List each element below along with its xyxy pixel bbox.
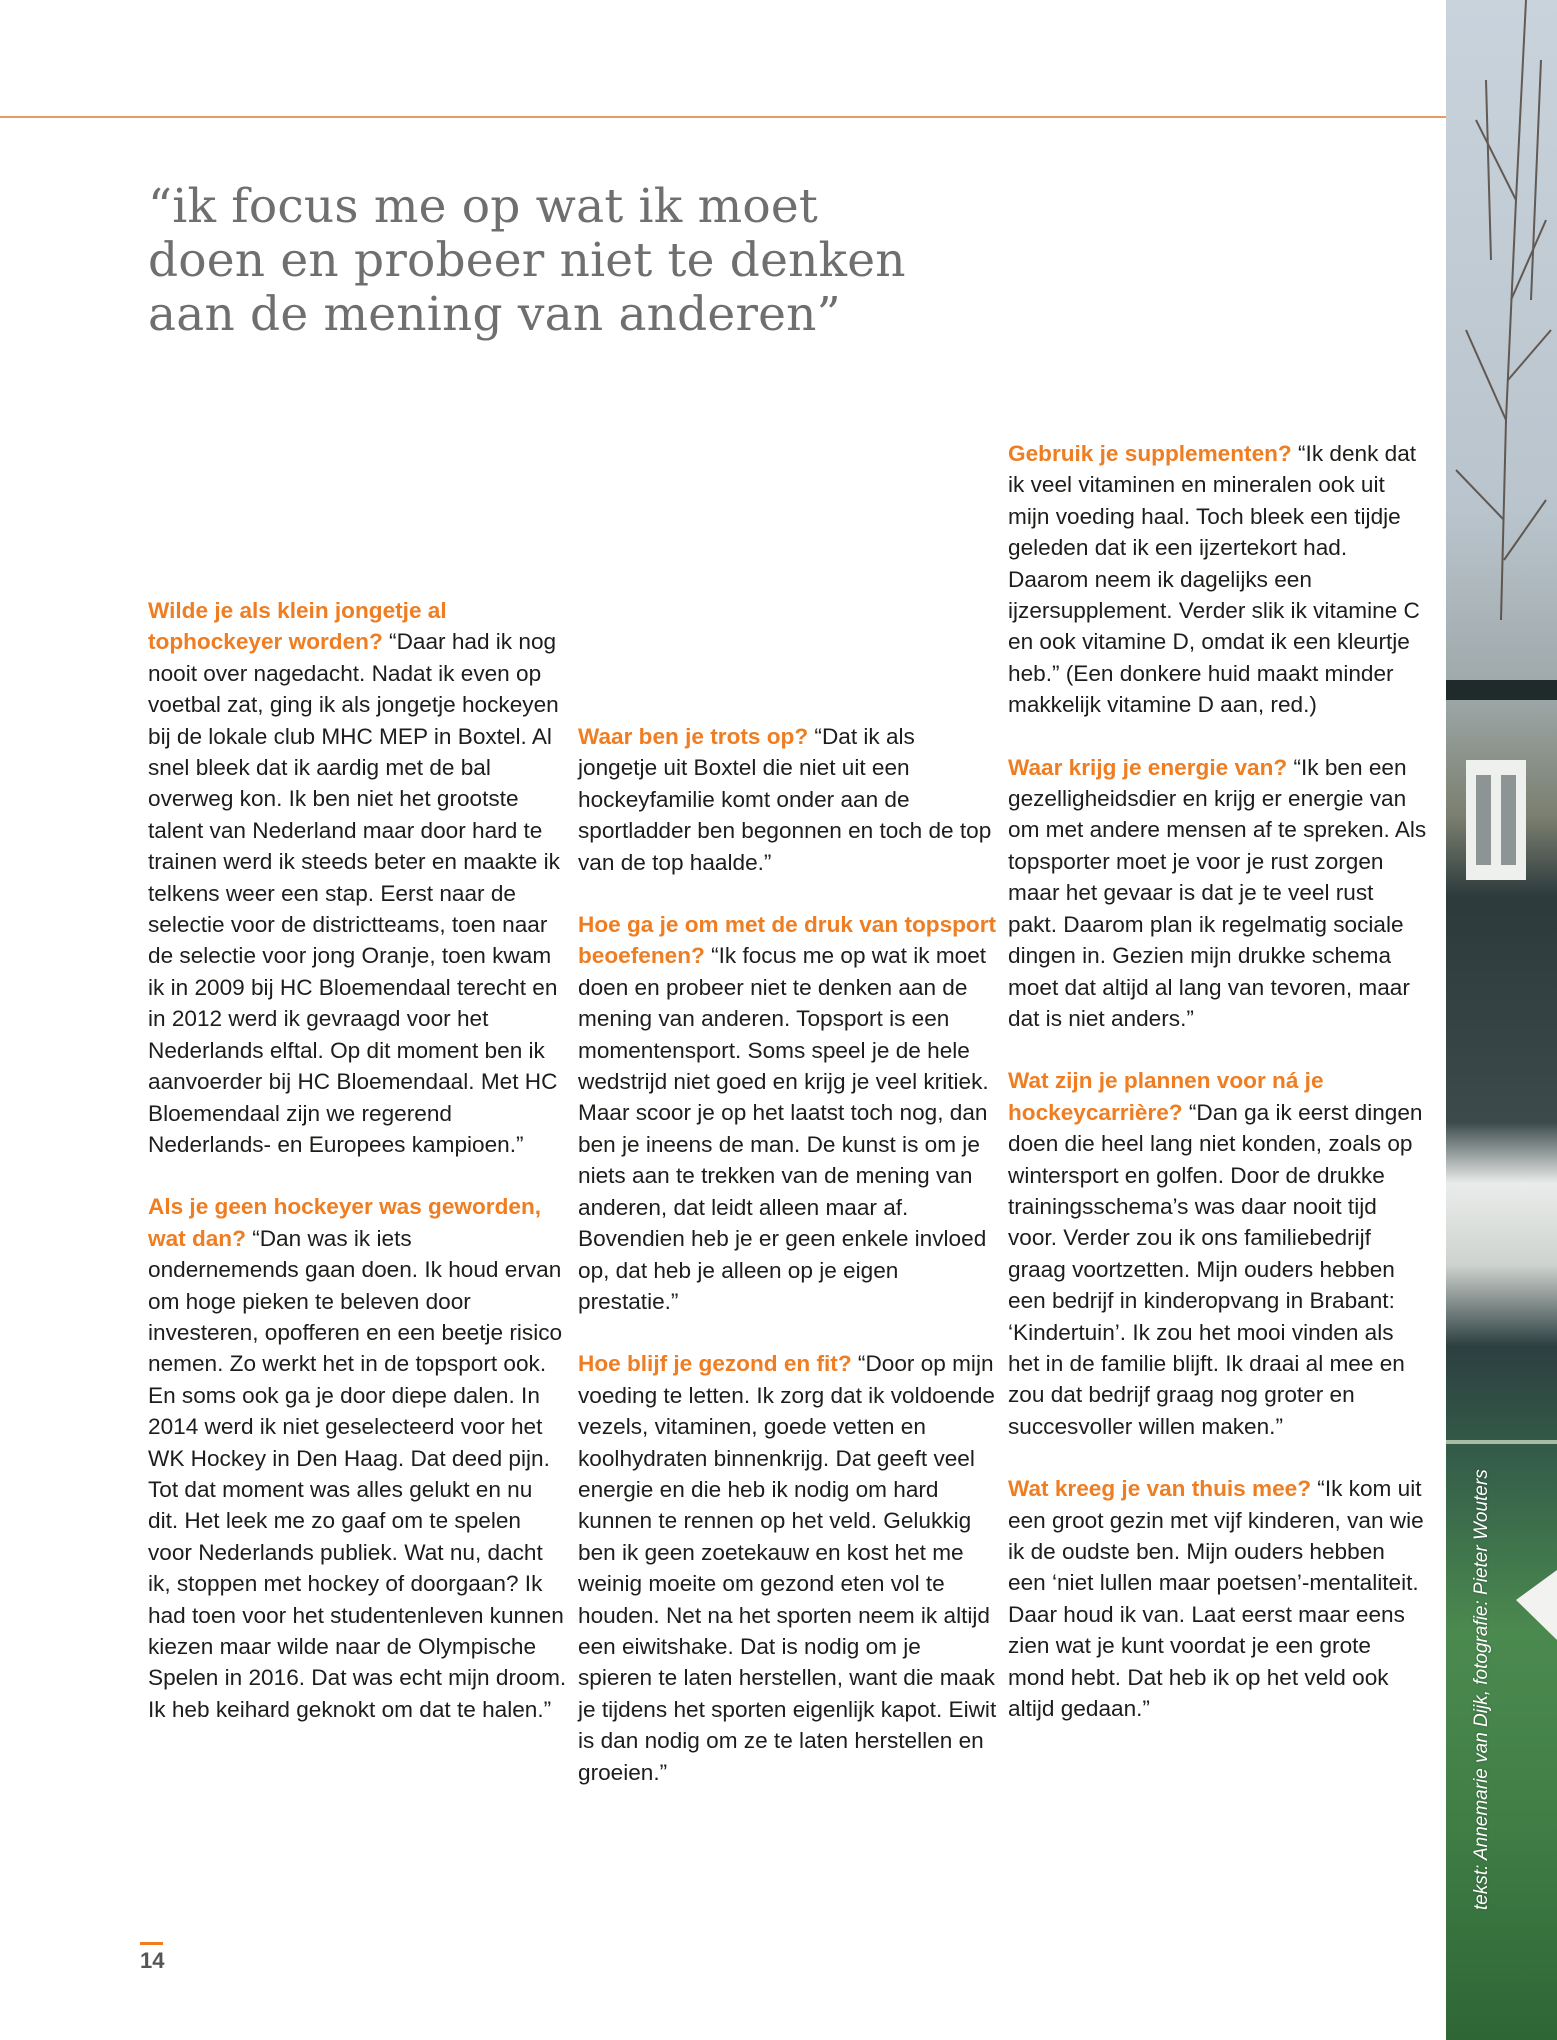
top-rule (0, 116, 1446, 118)
qa-block (578, 721, 998, 878)
qa-answer: “Daar had ik nog nooit over nagedacht. Nadat ik even op voetbal zat, ging ik als jongetje hockeyen bij de lokale club MHC MEP in Boxtel. Al snel bleek dat ik aardig met de bal overweg kon. Ik ben niet het grootste talent van Nederland maar door hard te trainen werd ik steeds beter en maakte ik telkens weer een stap. Eerst naar de selectie voor de districtteams, toen naar de selectie voor jong Oranje, toen kwam ik in 2009 bij HC Bloemendaal terecht en in 2012 werd ik gevraagd voor het Nederlands elftal. Op dit moment ben ik aanvoerder bij HC Bloemendaal. Met HC Bloemendaal zijn we regerend Nederlands- en Europees kampioen.” (148, 629, 560, 1157)
roof (1446, 680, 1557, 700)
qa-question: Hoe ga je om met de druk van topsport beoefenen? (578, 912, 997, 969)
qa-question: Hoe blijf je gezond en fit? (578, 1351, 852, 1377)
article-column-3 (1008, 438, 1428, 1755)
qa-answer: “Dat ik als jongetje uit Boxtel die niet uit een hockeyfamilie komt onder aan de sportladder ben begonnen en toch de top van de top haalde.” (578, 724, 992, 875)
qa-question: Waar ben je trots op? (578, 724, 809, 749)
article-column-1 (148, 595, 568, 1756)
qa-question: Als je geen hockeyer was geworden, wat dan? (148, 1194, 542, 1251)
qa-block (148, 595, 568, 1160)
photo-illustration (1446, 0, 1557, 2040)
qa-answer: “Ik denk dat ik veel vitaminen en mineralen ook uit mijn voeding haal. Toch bleek een tijdje geleden dat ik een ijzertekort had. Daarom neem ik dagelijks een ijzersupplement. Verder slik ik vitamine C en ook vitamine D, omdat ik een kleurtje heb.” (Een donkere huid maakt minder makkelijk vitamine D aan, red.) (1008, 441, 1420, 718)
qa-answer: “Dan ga ik eerst dingen doen die heel lang niet konden, zoals op wintersport en golfen. Door de drukke trainingsschema’s was daar nooit tijd voor. Verder zou ik ons familiebedrijf graag voortzetten. Mijn ouders hebben een bedrijf in kinderopvang in Brabant: ‘Kindertuin’. Ik zou het mooi vinden als het in de familie blijft. Ik draai al mee en zou dat bedrijf graag nog groter en succesvoller willen maken.” (1008, 1099, 1423, 1439)
qa-question: Gebruik je supplementen? (1008, 441, 1292, 466)
window (1466, 760, 1526, 880)
qa-answer: “Ik ben een gezelligheidsdier en krijg er energie van om met andere mensen af te spreken. Als topsporter moet je voor je rust zorgen maar het gevaar is dat je te veel rust pakt. Daarom plan ik regelmatig sociale dingen in. Gezien mijn drukke schema moet dat altijd al lang van tevoren, maar dat is niet anders.” (1008, 754, 1427, 1031)
photo-credit: tekst: Annemarie van Dijk, fotografie: Pieter Wouters (1471, 1469, 1492, 1910)
qa-block (1008, 752, 1428, 1035)
qa-block (1008, 438, 1428, 721)
pull-quote-line: “ik focus me op wat ik moet (148, 179, 818, 234)
qa-answer: “Ik focus me op wat ik moet doen en probeer niet te denken aan de mening van anderen. Topsport is een momentensport. Soms speel je de hele wedstrijd niet goed en krijg je veel kritiek. Maar scoor je op het laatst toch nog, dan ben je ineens de man. De kunst is om je niets aan te trekken van de mening van anderen, dat leidt alleen maar af. Bovendien heb je er geen enkele invloed op, dat heb je alleen op je eigen prestatie.” (578, 943, 989, 1314)
pull-quote-line: aan de mening van anderen” (148, 287, 841, 342)
qa-question: Wat kreeg je van thuis mee? (1008, 1476, 1312, 1502)
qa-question: Wat zijn je plannen voor ná je hockeycarrière? (1008, 1068, 1324, 1125)
qa-block (1008, 1065, 1428, 1442)
article-column-2 (578, 721, 998, 1819)
qa-block (578, 909, 998, 1317)
page-number-rule (140, 1942, 163, 1945)
page-number: 14 (140, 1948, 165, 1973)
field-marker (1516, 1570, 1557, 1640)
pull-quote (148, 180, 908, 342)
qa-block (148, 1191, 568, 1725)
qa-block (578, 1348, 998, 1788)
qa-answer: “Dan was ik iets ondernemends gaan doen. Ik houd ervan om hoge pieken te beleven door investeren, opofferen en een beetje risico nemen. Zo werkt het in de topsport ook. En soms ook ga je door diepe dalen. In 2014 werd ik niet geselecteerd voor het WK Hockey in Den Haag. Dat deed pijn. Tot dat moment was alles gelukt en nu dit. Het leek me zo gaaf om te spelen voor Nederlands publiek. Wat nu, dacht ik, stoppen met hockey of doorgaan? Ik had toen voor het studentenleven kunnen kiezen maar wilde naar de Olympische Spelen in 2016. Dat was echt mijn droom. Ik heb keihard geknokt om dat te halen.” (148, 1225, 567, 1722)
qa-answer: “Ik kom uit een groot gezin met vijf kinderen, van wie ik de oudste ben. Mijn ouders hebben een ‘niet lullen maar poetsen’-mentaliteit. Daar houd ik van. Laat eerst maar eens zien wat je kunt voordat je een grote mond hebt. Dat heb ik op het veld ook altijd gedaan.” (1008, 1476, 1424, 1722)
qa-answer: “Door op mijn voeding te letten. Ik zorg dat ik voldoende vezels, vitaminen, goede vetten en koolhydraten binnenkrijg. Dat geeft veel energie en die heb ik nodig om hard kunnen te rennen op het veld. Gelukkig ben ik geen zoetekauw en kost het me weinig moeite om gezond eten vol te houden. Net na het sporten neem ik altijd een eiwitshake. Dat is nodig om je spieren te laten herstellen, want die maak je tijdens het sporten eigenlijk kapot. Eiwit is dan nodig om ze te laten herstellen en groeien.” (578, 1351, 997, 1785)
hockey-field-photo (1446, 0, 1557, 2040)
qa-question: Waar krijg je energie van? (1008, 754, 1288, 780)
qa-question: Wilde je als klein jongetje al tophockeyer worden? (148, 598, 447, 655)
qa-block (1008, 1473, 1428, 1724)
pull-quote-line: doen en probeer niet te denken (148, 233, 906, 288)
